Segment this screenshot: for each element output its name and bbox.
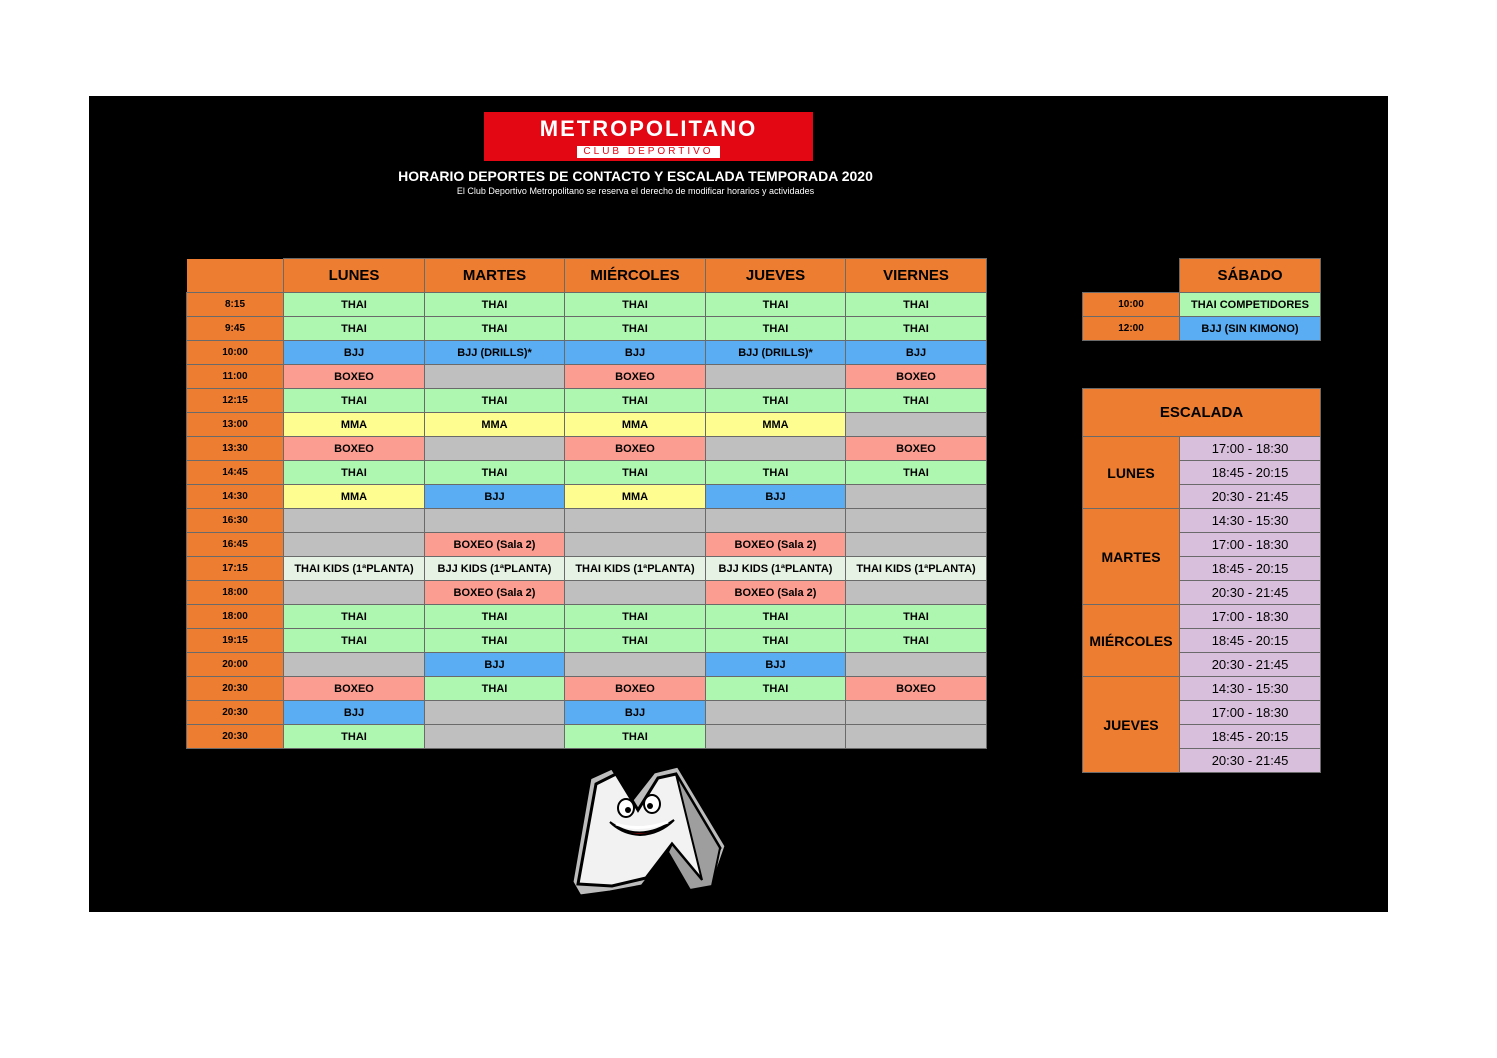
class-cell: THAI bbox=[565, 605, 706, 629]
saturday-header: SÁBADO bbox=[1180, 259, 1321, 293]
metropolitano-m-mascot-icon bbox=[550, 760, 745, 900]
schedule-row bbox=[187, 629, 987, 653]
climbing-slot: 20:30 - 21:45 bbox=[1180, 749, 1321, 773]
class-cell: THAI bbox=[565, 293, 706, 317]
time-cell: 20:30 bbox=[187, 701, 284, 725]
day-header: MIÉRCOLES bbox=[565, 259, 706, 293]
class-cell: BOXEO (Sala 2) bbox=[425, 533, 565, 557]
class-cell: THAI bbox=[706, 317, 846, 341]
time-cell: 13:00 bbox=[187, 413, 284, 437]
class-cell: BJJ bbox=[565, 701, 706, 725]
class-cell: THAI bbox=[706, 677, 846, 701]
climbing-row bbox=[1083, 677, 1321, 701]
time-cell: 19:15 bbox=[187, 629, 284, 653]
empty-cell bbox=[706, 509, 846, 533]
time-cell: 8:15 bbox=[187, 293, 284, 317]
saturday-time: 12:00 bbox=[1083, 317, 1180, 341]
schedule-row bbox=[187, 509, 987, 533]
schedule-row bbox=[187, 437, 987, 461]
class-cell: THAI bbox=[425, 389, 565, 413]
class-cell: THAI bbox=[846, 293, 987, 317]
empty-cell bbox=[284, 653, 425, 677]
saturday-activity: THAI COMPETIDORES bbox=[1180, 293, 1321, 317]
schedule-row bbox=[187, 653, 987, 677]
class-cell: THAI KIDS (1ªPLANTA) bbox=[565, 557, 706, 581]
time-cell: 13:30 bbox=[187, 437, 284, 461]
empty-cell bbox=[706, 437, 846, 461]
metropolitano-logo bbox=[484, 112, 813, 161]
empty-cell bbox=[565, 509, 706, 533]
class-cell: THAI KIDS (1ªPLANTA) bbox=[846, 557, 987, 581]
schedule-row bbox=[187, 557, 987, 581]
climbing-schedule-table bbox=[1082, 388, 1321, 773]
empty-cell bbox=[706, 701, 846, 725]
class-cell: THAI bbox=[706, 293, 846, 317]
empty-cell bbox=[284, 581, 425, 605]
saturday-header-spacer bbox=[1083, 259, 1180, 293]
class-cell: MMA bbox=[565, 413, 706, 437]
climbing-slot: 18:45 - 20:15 bbox=[1180, 461, 1321, 485]
schedule-row bbox=[187, 413, 987, 437]
class-cell: THAI bbox=[846, 461, 987, 485]
class-cell: THAI bbox=[425, 293, 565, 317]
class-cell: THAI bbox=[706, 605, 846, 629]
class-cell: MMA bbox=[706, 413, 846, 437]
class-cell: THAI bbox=[425, 629, 565, 653]
class-cell: BOXEO bbox=[846, 437, 987, 461]
class-cell: THAI bbox=[846, 605, 987, 629]
class-cell: THAI bbox=[284, 389, 425, 413]
schedule-row bbox=[187, 365, 987, 389]
time-cell: 17:15 bbox=[187, 557, 284, 581]
empty-cell bbox=[846, 581, 987, 605]
class-cell: THAI bbox=[706, 461, 846, 485]
weekly-schedule-table bbox=[186, 258, 987, 749]
climbing-row bbox=[1083, 509, 1321, 533]
schedule-row bbox=[187, 293, 987, 317]
class-cell: BOXEO bbox=[846, 365, 987, 389]
class-cell: BOXEO (Sala 2) bbox=[706, 581, 846, 605]
time-cell: 14:45 bbox=[187, 461, 284, 485]
climbing-row bbox=[1083, 437, 1321, 461]
climbing-slot: 20:30 - 21:45 bbox=[1180, 581, 1321, 605]
class-cell: THAI bbox=[846, 389, 987, 413]
class-cell: BOXEO bbox=[565, 437, 706, 461]
schedule-row bbox=[187, 485, 987, 509]
class-cell: THAI bbox=[565, 725, 706, 749]
class-cell: THAI bbox=[565, 389, 706, 413]
schedule-row bbox=[187, 389, 987, 413]
empty-cell bbox=[706, 365, 846, 389]
climbing-slot: 17:00 - 18:30 bbox=[1180, 701, 1321, 725]
time-cell: 20:00 bbox=[187, 653, 284, 677]
time-cell: 14:30 bbox=[187, 485, 284, 509]
class-cell: BJJ bbox=[706, 653, 846, 677]
climbing-slot: 17:00 - 18:30 bbox=[1180, 533, 1321, 557]
class-cell: THAI bbox=[284, 605, 425, 629]
empty-cell bbox=[284, 509, 425, 533]
climbing-slot: 14:30 - 15:30 bbox=[1180, 509, 1321, 533]
climbing-slot: 18:45 - 20:15 bbox=[1180, 557, 1321, 581]
class-cell: THAI bbox=[846, 629, 987, 653]
time-cell: 16:30 bbox=[187, 509, 284, 533]
time-cell: 9:45 bbox=[187, 317, 284, 341]
class-cell: BJJ (DRILLS)* bbox=[706, 341, 846, 365]
empty-cell bbox=[846, 509, 987, 533]
schedule-row bbox=[187, 341, 987, 365]
schedule-row bbox=[187, 581, 987, 605]
time-cell: 16:45 bbox=[187, 533, 284, 557]
class-cell: BOXEO bbox=[846, 677, 987, 701]
schedule-row bbox=[187, 725, 987, 749]
class-cell: THAI bbox=[706, 629, 846, 653]
climbing-day: MARTES bbox=[1083, 509, 1180, 605]
page-title: HORARIO DEPORTES DE CONTACTO Y ESCALADA TEMPORADA 2020 bbox=[398, 168, 873, 184]
schedule-header-spacer bbox=[187, 259, 284, 293]
climbing-row bbox=[1083, 605, 1321, 629]
climbing-slot: 14:30 - 15:30 bbox=[1180, 677, 1321, 701]
class-cell: BJJ bbox=[284, 341, 425, 365]
empty-cell bbox=[425, 701, 565, 725]
class-cell: BJJ bbox=[425, 485, 565, 509]
time-cell: 12:15 bbox=[187, 389, 284, 413]
schedule-row bbox=[187, 701, 987, 725]
class-cell: THAI bbox=[284, 461, 425, 485]
time-cell: 20:30 bbox=[187, 677, 284, 701]
class-cell: MMA bbox=[284, 413, 425, 437]
empty-cell bbox=[425, 437, 565, 461]
logo-name: METROPOLITANO bbox=[539, 116, 758, 141]
class-cell: THAI bbox=[425, 317, 565, 341]
climbing-slot: 17:00 - 18:30 bbox=[1180, 437, 1321, 461]
empty-cell bbox=[425, 725, 565, 749]
empty-cell bbox=[425, 509, 565, 533]
empty-cell bbox=[846, 653, 987, 677]
climbing-slot: 20:30 - 21:45 bbox=[1180, 485, 1321, 509]
day-header: LUNES bbox=[284, 259, 425, 293]
class-cell: BJJ bbox=[425, 653, 565, 677]
time-cell: 10:00 bbox=[187, 341, 284, 365]
class-cell: THAI bbox=[425, 461, 565, 485]
schedule-row bbox=[187, 317, 987, 341]
day-header: MARTES bbox=[425, 259, 565, 293]
class-cell: BOXEO (Sala 2) bbox=[706, 533, 846, 557]
empty-cell bbox=[706, 725, 846, 749]
schedule-row bbox=[187, 461, 987, 485]
class-cell: THAI KIDS (1ªPLANTA) bbox=[284, 557, 425, 581]
class-cell: THAI bbox=[565, 317, 706, 341]
class-cell: THAI bbox=[846, 317, 987, 341]
empty-cell bbox=[284, 533, 425, 557]
empty-cell bbox=[565, 653, 706, 677]
class-cell: THAI bbox=[425, 677, 565, 701]
class-cell: BJJ KIDS (1ªPLANTA) bbox=[425, 557, 565, 581]
day-header: JUEVES bbox=[706, 259, 846, 293]
climbing-title: ESCALADA bbox=[1083, 389, 1321, 437]
time-cell: 18:00 bbox=[187, 605, 284, 629]
page-subtitle: El Club Deportivo Metropolitano se reserva el derecho de modificar horarios y actividades bbox=[456, 186, 815, 196]
empty-cell bbox=[846, 485, 987, 509]
time-cell: 11:00 bbox=[187, 365, 284, 389]
climbing-slot: 18:45 - 20:15 bbox=[1180, 725, 1321, 749]
class-cell: BJJ bbox=[284, 701, 425, 725]
schedule-row bbox=[187, 605, 987, 629]
class-cell: THAI bbox=[425, 605, 565, 629]
empty-cell bbox=[846, 725, 987, 749]
empty-cell bbox=[846, 701, 987, 725]
class-cell: THAI bbox=[706, 389, 846, 413]
empty-cell bbox=[846, 413, 987, 437]
class-cell: THAI bbox=[565, 629, 706, 653]
empty-cell bbox=[565, 533, 706, 557]
class-cell: BOXEO bbox=[284, 677, 425, 701]
class-cell: THAI bbox=[284, 317, 425, 341]
saturday-schedule-table bbox=[1082, 258, 1321, 341]
climbing-day: MIÉRCOLES bbox=[1083, 605, 1180, 677]
class-cell: BOXEO bbox=[565, 677, 706, 701]
empty-cell bbox=[425, 365, 565, 389]
class-cell: BJJ KIDS (1ªPLANTA) bbox=[706, 557, 846, 581]
empty-cell bbox=[565, 581, 706, 605]
climbing-day: LUNES bbox=[1083, 437, 1180, 509]
class-cell: BOXEO bbox=[565, 365, 706, 389]
logo-tagline: CLUB DEPORTIVO bbox=[577, 146, 719, 158]
empty-cell bbox=[846, 533, 987, 557]
class-cell: BOXEO (Sala 2) bbox=[425, 581, 565, 605]
class-cell: BJJ bbox=[846, 341, 987, 365]
class-cell: MMA bbox=[425, 413, 565, 437]
day-header: VIERNES bbox=[846, 259, 987, 293]
class-cell: BJJ bbox=[565, 341, 706, 365]
schedule-row bbox=[187, 533, 987, 557]
saturday-time: 10:00 bbox=[1083, 293, 1180, 317]
class-cell: BOXEO bbox=[284, 437, 425, 461]
class-cell: BJJ bbox=[706, 485, 846, 509]
class-cell: THAI bbox=[565, 461, 706, 485]
class-cell: THAI bbox=[284, 293, 425, 317]
class-cell: MMA bbox=[565, 485, 706, 509]
class-cell: THAI bbox=[284, 629, 425, 653]
saturday-activity: BJJ (SIN KIMONO) bbox=[1180, 317, 1321, 341]
time-cell: 20:30 bbox=[187, 725, 284, 749]
class-cell: MMA bbox=[284, 485, 425, 509]
class-cell: THAI bbox=[284, 725, 425, 749]
schedule-row bbox=[187, 677, 987, 701]
time-cell: 18:00 bbox=[187, 581, 284, 605]
climbing-slot: 20:30 - 21:45 bbox=[1180, 653, 1321, 677]
class-cell: BOXEO bbox=[284, 365, 425, 389]
climbing-day: JUEVES bbox=[1083, 677, 1180, 773]
climbing-slot: 18:45 - 20:15 bbox=[1180, 629, 1321, 653]
climbing-slot: 17:00 - 18:30 bbox=[1180, 605, 1321, 629]
class-cell: BJJ (DRILLS)* bbox=[425, 341, 565, 365]
